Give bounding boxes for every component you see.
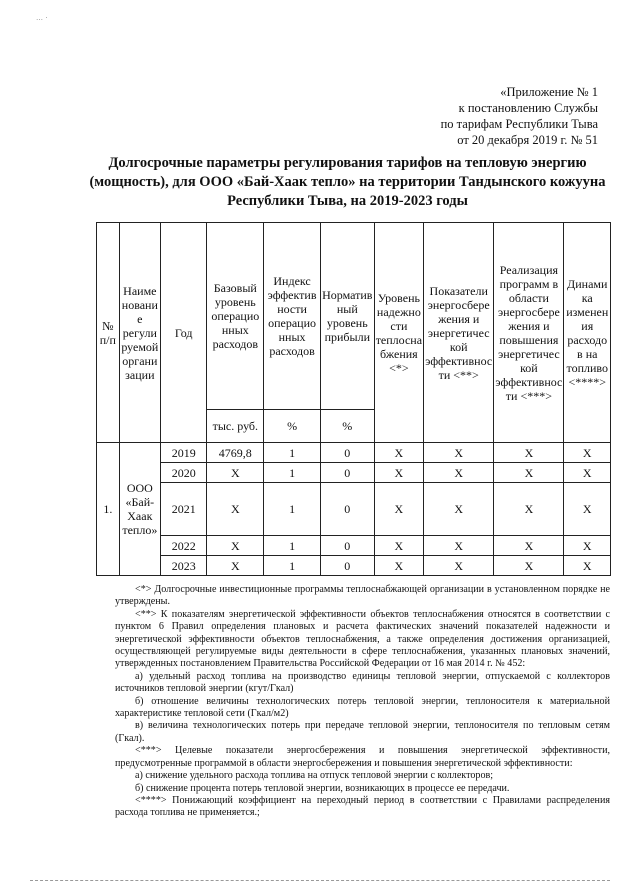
- footnote-item: б) отношение величины технологических потерь тепловой энергии, теплоносителя к материальной характеристике тепловой сети (Гкал/м2): [115, 695, 610, 720]
- header-fuel: Динамика изменения расходов на топливо <****>: [564, 223, 611, 443]
- cell-profit: 0: [320, 443, 374, 463]
- cell-index: 1: [264, 536, 321, 556]
- cell-base: Х: [207, 463, 264, 483]
- appendix-line: от 20 декабря 2019 г. № 51: [457, 133, 598, 147]
- appendix-line: по тарифам Республики Тыва: [440, 117, 598, 131]
- appendix-line: к постановлению Службы: [458, 101, 598, 115]
- cell-year: 2019: [160, 443, 206, 463]
- table-row: [97, 536, 611, 556]
- cell-fuel: Х: [564, 443, 611, 463]
- cell-index: 1: [264, 483, 321, 536]
- parameters-table: [96, 222, 611, 576]
- cell-base: 4769,8: [207, 443, 264, 463]
- cell-reliability: Х: [374, 443, 424, 463]
- cell-base: Х: [207, 483, 264, 536]
- footnote: <***> Целевые показатели энергосбережения и повышения энергетической эффективности, предусмотренные программой в области энергосбережения и повышения энергетической эффективности:: [115, 745, 610, 769]
- cell-programs: Х: [494, 556, 564, 576]
- cell-profit: 0: [320, 536, 374, 556]
- header-org: Наименование регулируемой организации: [119, 223, 160, 443]
- cell-fuel: Х: [564, 483, 611, 536]
- cell-energy: Х: [424, 536, 494, 556]
- unit-index: %: [264, 410, 321, 443]
- header-num: № п/п: [97, 223, 120, 443]
- footnote-item: а) удельный расход топлива на производство единицы тепловой энергии, отпускаемой с коллекторов источников тепловой энергии (кгут/Гкал): [115, 670, 610, 695]
- header-programs: Реализация программ в области энергосбережения и повышения энергетической эффективности <***>: [494, 223, 564, 443]
- corner-mark: … ·: [36, 14, 48, 22]
- cell-profit: 0: [320, 463, 374, 483]
- cell-year: 2021: [160, 483, 206, 536]
- cell-reliability: Х: [374, 536, 424, 556]
- cell-reliability: Х: [374, 483, 424, 536]
- cell-fuel: Х: [564, 536, 611, 556]
- cell-index: 1: [264, 443, 321, 463]
- table-header-row: [97, 223, 611, 410]
- cell-index: 1: [264, 463, 321, 483]
- cell-programs: Х: [494, 443, 564, 463]
- document-title: Долгосрочные параметры регулирования тарифов на тепловую энергию (мощность), для ООО «Бай-Хаак тепло» на территории Тандынского кожууна Республики Тыва, на 2019-2023 годы: [89, 155, 606, 209]
- unit-base: тыс. руб.: [207, 410, 264, 443]
- footnotes: [115, 584, 610, 820]
- cell-year: 2023: [160, 556, 206, 576]
- table-row: [97, 483, 611, 536]
- cell-base: Х: [207, 556, 264, 576]
- org-name: ООО «Бай-Хаак тепло»: [119, 443, 160, 576]
- cell-year: 2020: [160, 463, 206, 483]
- cell-programs: Х: [494, 536, 564, 556]
- cell-programs: Х: [494, 463, 564, 483]
- cell-profit: 0: [320, 556, 374, 576]
- cell-fuel: Х: [564, 556, 611, 576]
- appendix-header: [368, 84, 598, 148]
- cell-reliability: Х: [374, 556, 424, 576]
- cell-energy: Х: [424, 556, 494, 576]
- footnote: <****> Понижающий коэффициент на переходный период в соответствии с Правилами распределения расхода топлива не применяется.;: [115, 794, 610, 819]
- appendix-line: «Приложение № 1: [500, 85, 598, 99]
- footnote: <*> Долгосрочные инвестиционные программы теплоснабжающей организации в установленном порядке не утверждены.: [115, 584, 610, 608]
- header-energy: Показатели энергосбережения и энергетической эффективности <**>: [424, 223, 494, 443]
- cell-programs: Х: [494, 483, 564, 536]
- bottom-divider: [30, 880, 610, 881]
- unit-profit: %: [320, 410, 374, 443]
- cell-energy: Х: [424, 443, 494, 463]
- row-number: 1.: [97, 443, 120, 576]
- header-year: Год: [160, 223, 206, 443]
- footnote-item: в) величина технологических потерь при передаче тепловой энергии, теплоносителя по тепловым сетям (Гкал).: [115, 720, 610, 744]
- footnote-item: б) снижение процента потерь тепловой энергии, возникающих в процессе ее передачи.: [135, 782, 510, 794]
- cell-profit: 0: [320, 483, 374, 536]
- footnote: <**> К показателям энергетической эффективности объектов теплоснабжения относятся в соответствии с пунктом 6 Правил определения плановых и расчета фактических значений показателей надежности и энергетической эффективности объектов теплоснабжения, а также определения достижения организацией, осуществляющей регулируемые виды деятельности в сфере теплоснабжения, указанных плановых значений, утвержденных постановлением Правительства Российской Федерации от 16 мая 2014 г. № 452:: [115, 608, 610, 670]
- header-index: Индекс эффективности операционных расходов: [264, 223, 321, 410]
- cell-fuel: Х: [564, 463, 611, 483]
- cell-base: Х: [207, 536, 264, 556]
- footnote-item: а) снижение удельного расхода топлива на отпуск тепловой энергии с коллекторов;: [135, 770, 494, 782]
- cell-reliability: Х: [374, 463, 424, 483]
- header-profit: Нормативный уровень прибыли: [320, 223, 374, 410]
- table-row: [97, 556, 611, 576]
- cell-energy: Х: [424, 463, 494, 483]
- cell-energy: Х: [424, 483, 494, 536]
- table-row: [97, 443, 611, 463]
- header-base: Базовый уровень операционных расходов: [207, 223, 264, 410]
- table-row: [97, 463, 611, 483]
- cell-year: 2022: [160, 536, 206, 556]
- cell-index: 1: [264, 556, 321, 576]
- header-reliability: Уровень надежности теплоснабжения <*>: [374, 223, 424, 443]
